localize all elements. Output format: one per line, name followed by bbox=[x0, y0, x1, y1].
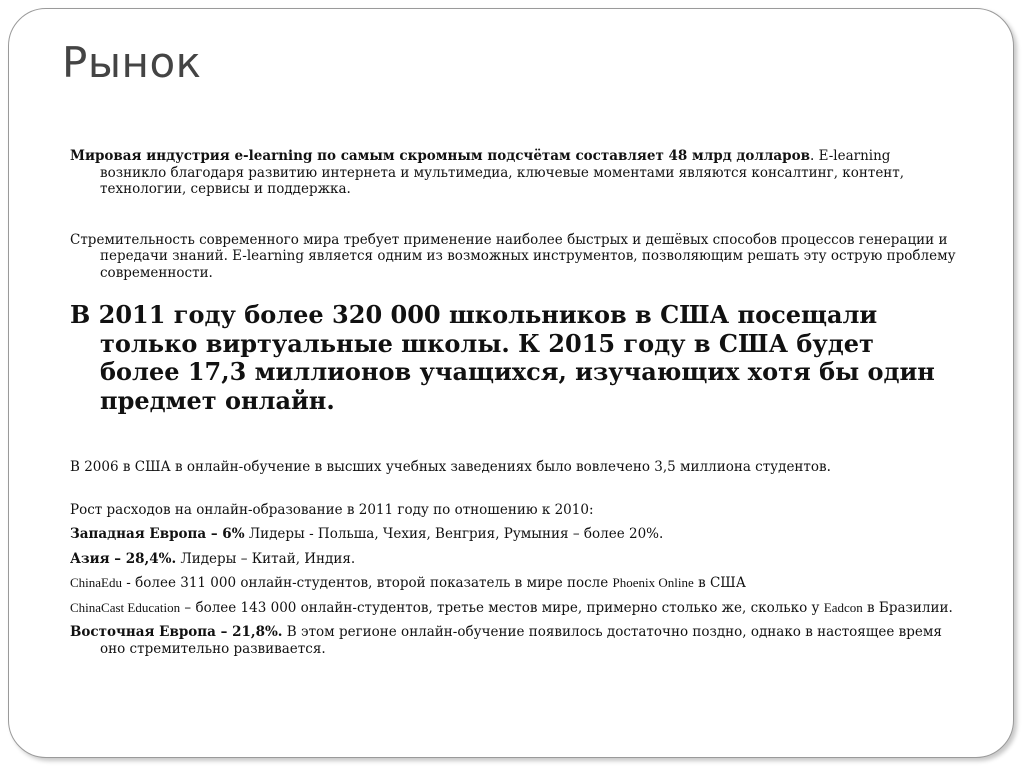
industry-size-text: . E-learning возникло благодаря развитию интернета и мультимедиа, ключевые моментами являются консалтинг, контент, технологии, сервисы и поддержка. bbox=[100, 148, 905, 197]
paragraph-asia bbox=[70, 551, 960, 568]
chinaedu-end: в США bbox=[693, 575, 746, 591]
paragraph-eastern-europe bbox=[70, 624, 960, 657]
paragraph-industry-size bbox=[70, 148, 960, 198]
paragraph-chinaedu bbox=[70, 575, 960, 592]
western-europe-text: Лидеры - Польша, Чехия, Венгрия, Румыния – более 20%. bbox=[244, 526, 664, 542]
chinaedu-name: ChinaEdu bbox=[70, 575, 122, 590]
slide-title: Рынок bbox=[62, 38, 202, 87]
paragraph-modern-world: Стремительность современного мира требует применение наиболее быстрых и дешёвых способов процессов генерации и передачи знаний. E-learning является одним из возможных инструментов, позволяющим решать эту острую проблему современности. bbox=[70, 231, 956, 281]
paragraph-usa-schools: В 2011 году более 320 000 школьников в США посещали только виртуальные школы. К 2015 году в США будет более 17,3 миллионов учащихся, изучающих хотя бы один предмет онлайн. bbox=[70, 300, 935, 415]
slide-content bbox=[70, 148, 960, 657]
phoenix-online-name: Phoenix Online bbox=[612, 575, 694, 590]
chinacast-text: – более 143 000 онлайн-студентов, третье местов мире, примерно столько же, сколько у bbox=[180, 599, 824, 616]
western-europe-highlight: Западная Европа – 6% bbox=[70, 526, 245, 542]
asia-text: Лидеры – Китай, Индия. bbox=[176, 550, 356, 567]
chinaedu-text: - более 311 000 онлайн-студентов, второй показатель в мире после bbox=[122, 575, 613, 591]
paragraph-usa-higher-ed: В 2006 в США в онлайн-обучение в высших учебных заведениях было вовлечено 3,5 миллиона студентов. bbox=[70, 459, 831, 475]
eastern-europe-text: В этом регионе онлайн-обучение появилось достаточно поздно, однако в настоящее время оно стремительно развивается. bbox=[100, 624, 942, 657]
paragraph-chinacast bbox=[70, 600, 960, 617]
asia-highlight: Азия – 28,4%. bbox=[70, 550, 177, 567]
eastern-europe-highlight: Восточная Европа – 21,8%. bbox=[70, 624, 283, 640]
eadcon-name: Eadcon bbox=[823, 599, 863, 615]
chinacast-end: в Бразилии. bbox=[862, 599, 953, 616]
chinacast-name: ChinaCast Education bbox=[70, 599, 181, 615]
industry-size-highlight: Мировая индустрия e-learning по самым скромным подсчётам составляет 48 млрд долларов bbox=[70, 148, 811, 164]
paragraph-western-europe bbox=[70, 526, 960, 543]
paragraph-growth-intro: Рост расходов на онлайн-образование в 2011 году по отношению к 2010: bbox=[70, 501, 594, 518]
